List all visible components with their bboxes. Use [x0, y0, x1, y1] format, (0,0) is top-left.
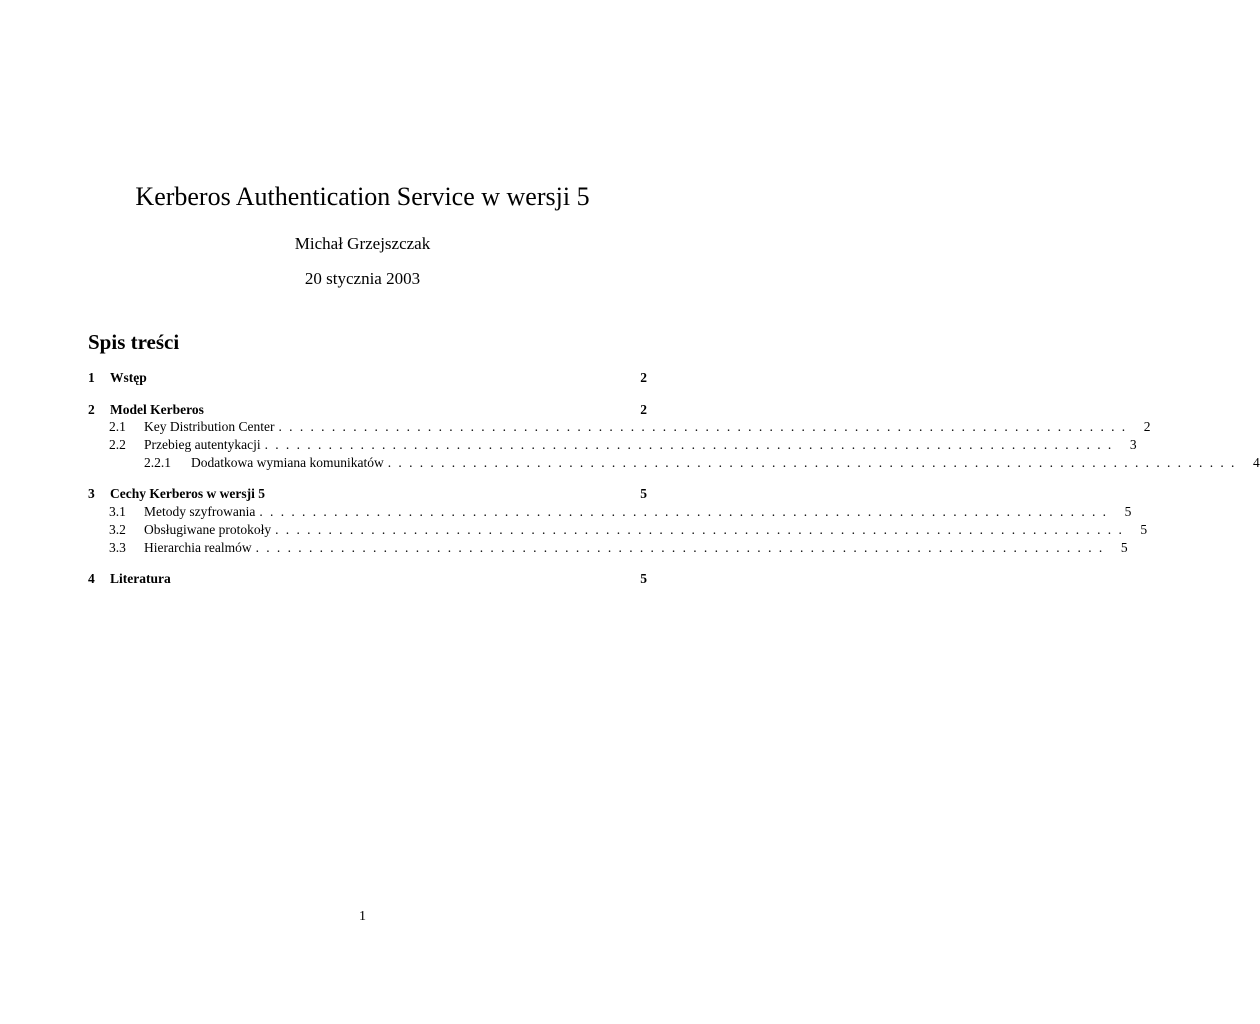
toc-entry-label: Wstęp — [110, 370, 147, 385]
toc-entry-page: 2 — [640, 402, 647, 417]
toc-heading: Spis treści — [88, 330, 180, 354]
toc-entry-label: Hierarchia realmów — [144, 540, 252, 555]
toc-entry-label: Metody szyfrowania — [144, 504, 256, 519]
document-date: 20 stycznia 2003 — [304, 269, 421, 288]
toc-entry-page: 2 — [1143, 419, 1151, 434]
toc-entry-page: 5 — [1140, 522, 1148, 537]
toc-entry-label: Dodatkowa wymiana komunikatów — [191, 455, 384, 470]
toc-entry-page: 5 — [1120, 540, 1128, 555]
toc-entry-label: Cechy Kerberos w wersji 5 — [110, 486, 265, 501]
toc-entry-3-1[interactable] — [88, 503, 1132, 521]
toc-entry-page: 5 — [1124, 504, 1132, 519]
toc-dot-leader: ................................................................................ — [278, 419, 1133, 434]
toc-dot-leader: ................................................................................ — [264, 437, 1119, 452]
toc-entry-page: 2 — [640, 370, 647, 385]
document-title: Kerberos Authentication Service w wersji 5 — [135, 182, 590, 211]
toc-entry-2-2[interactable] — [88, 436, 1137, 454]
toc-entry-3-2[interactable] — [88, 521, 1148, 539]
toc-entry-3-3[interactable] — [88, 539, 1128, 557]
toc-entry-4[interactable] — [88, 570, 647, 588]
toc-entry-number: 3.3 — [109, 540, 126, 555]
toc-entry-number: 3.1 — [109, 504, 126, 519]
toc-entry-number: 1 — [88, 370, 95, 385]
toc-entry-number: 3 — [88, 486, 95, 501]
toc-entry-2[interactable] — [88, 401, 647, 419]
toc-entry-label: Model Kerberos — [110, 402, 204, 417]
toc-entry-2-2-1[interactable] — [88, 454, 1260, 472]
page-number: 1 — [359, 909, 366, 924]
document-author: Michał Grzejszczak — [294, 234, 431, 253]
toc-entry-1[interactable] — [88, 369, 647, 387]
toc-entry-3[interactable] — [88, 485, 647, 503]
toc-entry-number: 2.1 — [109, 419, 126, 434]
toc-entry-number: 2.2.1 — [144, 455, 171, 470]
toc-entry-2-1[interactable] — [88, 418, 1151, 436]
toc-entry-number: 3.2 — [109, 522, 126, 537]
toc-entry-page: 5 — [640, 486, 647, 501]
toc-dot-leader: ................................................................................ — [255, 540, 1110, 555]
toc-entry-page: 4 — [1252, 455, 1260, 470]
toc-entry-page: 3 — [1129, 437, 1137, 452]
toc-dot-leader: ................................................................................ — [275, 522, 1130, 537]
toc-dot-leader: ................................................................................ — [387, 455, 1242, 470]
toc-entry-number: 2 — [88, 402, 95, 417]
toc-entry-label: Literatura — [110, 571, 171, 586]
toc-entry-page: 5 — [640, 571, 647, 586]
toc-entry-label: Obsługiwane protokoły — [144, 522, 272, 537]
toc-entry-label: Przebieg autentykacji — [144, 437, 261, 452]
toc-entry-number: 2.2 — [109, 437, 126, 452]
toc-entry-number: 4 — [88, 571, 95, 586]
toc-dot-leader: ................................................................................ — [259, 504, 1114, 519]
toc-entry-label: Key Distribution Center — [144, 419, 275, 434]
